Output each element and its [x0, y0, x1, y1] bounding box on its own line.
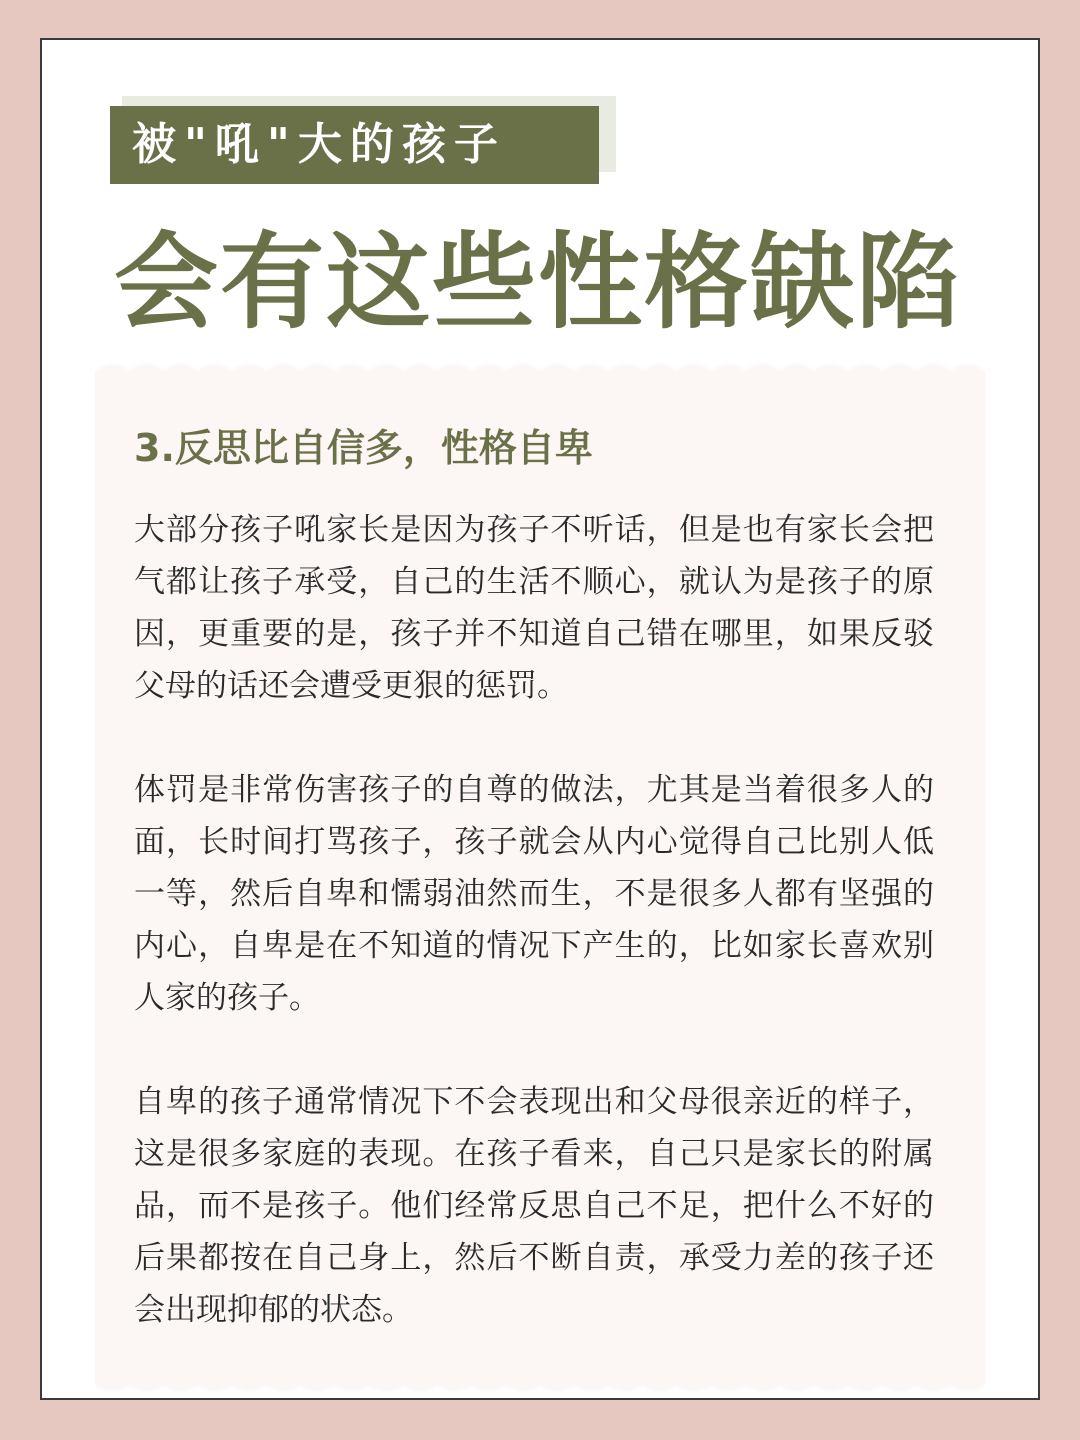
title-tag: 被"吼"大的孩子 — [110, 106, 599, 184]
headline: 会有这些性格缺陷 — [114, 221, 963, 343]
paragraph-1: 大部分孩子吼家长是因为孩子不听话，但是也有家长会把气都让孩子承受，自己的生活不顺心，就认为是孩子的原因，更重要的是，孩子并不知道自己错在哪里，如果反驳父母的话还会遭受更狠的惩罚。 — [134, 512, 934, 704]
paragraph-3: 自卑的孩子通常情况下不会表现出和父母很亲近的样子，这是很多家庭的表现。在孩子看来，自己只是家长的附属品，而不是孩子。他们经常反思自己不足，把什么不好的后果都按在自己身上，然后不断自责，承受力差的孩子还会出现抑郁的状态。 — [134, 1084, 934, 1328]
paragraph-2: 体罚是非常伤害孩子的自尊的做法，尤其是当着很多人的面，长时间打骂孩子，孩子就会从内心觉得自己比别人低一等，然后自卑和懦弱油然而生，不是很多人都有坚强的内心，自卑是在不知道的情况下产生的，比如家长喜欢别人家的孩子。 — [134, 772, 934, 1016]
body-text — [134, 504, 934, 1388]
section-subtitle: 3.反思比自信多，性格自卑 — [134, 426, 593, 470]
